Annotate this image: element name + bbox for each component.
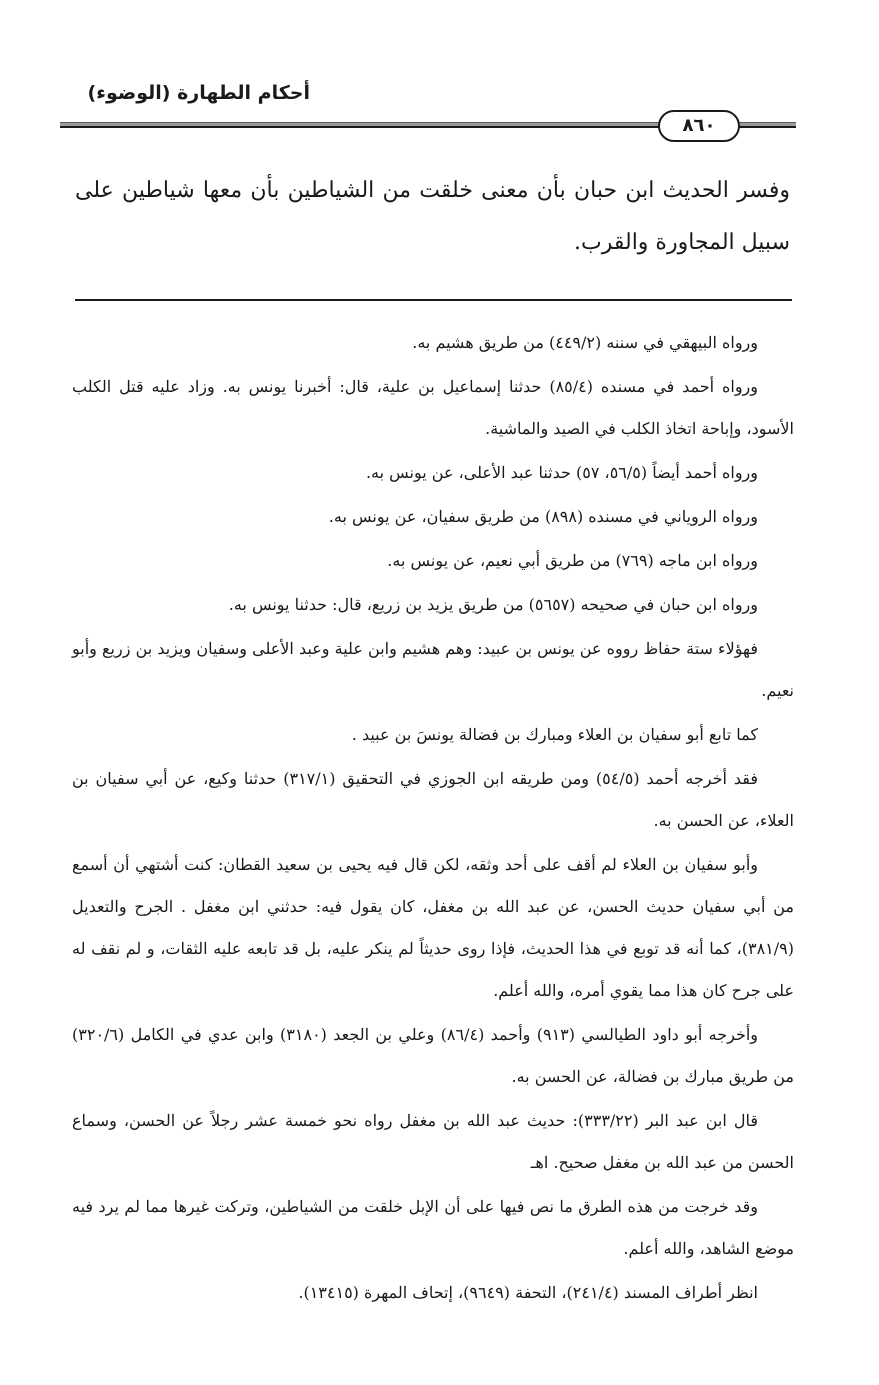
- footnote-paragraph: قال ابن عبد البر (٣٣٣/٢٢): حديث عبد الله بن مغفل رواه نحو خمسة عشر رجلاً عن الحسن، وسماع الحسن من عبد الله بن مغفل صحيح. اهـ: [72, 1111, 794, 1172]
- footnote-paragraph: وقد خرجت من هذه الطرق ما نص فيها على أن الإبل خلقت من الشياطين، وتركت غيرها مما لم يرد فيه موضع الشاهد، والله أعلم.: [72, 1197, 794, 1258]
- footnote-paragraph: وأخرجه أبو داود الطيالسي (٩١٣) وأحمد (٨٦/٤) وعلي بن الجعد (٣١٨٠) وابن عدي في الكامل (٣٢٠/٦) من طريق مبارك بن فضالة، عن الحسن به.: [72, 1025, 794, 1086]
- footnote-paragraph: كما تابع أبو سفيان بن العلاء ومبارك بن فضالة يونسَ بن عبيد .: [351, 725, 758, 744]
- footnote-paragraph: ورواه ابن حبان في صحيحه (٥٦٥٧) من طريق يزيد بن زريع، قال: حدثنا يونس به.: [228, 595, 758, 614]
- footnote-paragraph: ورواه ابن ماجه (٧٦٩) من طريق أبي نعيم، عن يونس به.: [387, 551, 758, 570]
- page-number: ٨٦٠: [658, 110, 740, 142]
- footnote-paragraph: ورواه الروياني في مسنده (٨٩٨) من طريق سفيان، عن يونس به.: [328, 507, 758, 526]
- running-title: أحكام الطهارة (الوضوء): [87, 82, 310, 104]
- footnote-paragraph: فهؤلاء ستة حفاظ رووه عن يونس بن عبيد: وهم هشيم وابن علية وعبد الأعلى وسفيان ويزيد بن زريع وأبو نعيم.: [72, 639, 794, 700]
- footnote-paragraph: ورواه البيهقي في سننه (٤٤٩/٢) من طريق هشيم به.: [412, 333, 758, 352]
- footnotes-block: [72, 322, 794, 1316]
- main-paragraph: وفسر الحديث ابن حبان بأن معنى خلقت من الشياطين بأن معها شياطين على سبيل المجاورة والقرب.: [75, 178, 790, 255]
- footnote-paragraph: انظر أطراف المسند (٢٤١/٤)، التحفة (٩٦٤٩)، إتحاف المهرة (١٣٤١٥).: [298, 1283, 758, 1302]
- main-text-block: [75, 165, 790, 269]
- footnote-paragraph: ورواه أحمد في مسنده (٨٥/٤) حدثنا إسماعيل بن علية، قال: أخبرنا يونس به. وزاد عليه قتل الكلب الأسود، وإباحة اتخاذ الكلب في الصيد والماشية.: [72, 377, 794, 438]
- footnote-paragraph: فقد أخرجه أحمد (٥٤/٥) ومن طريقه ابن الجوزي في التحقيق (٣١٧/١) حدثنا وكيع، عن أبي سفيان بن العلاء، عن الحسن به.: [72, 769, 794, 830]
- footnote-separator: [75, 299, 792, 301]
- footnote-paragraph: ورواه أحمد أيضاً (٥٦/٥، ٥٧) حدثنا عبد الأعلى، عن يونس به.: [365, 463, 758, 482]
- footnote-paragraph: وأبو سفيان بن العلاء لم أقف على أحد وثقه، لكن قال فيه يحيى بن سعيد القطان: كنت أشتهي أن أسمع من أبي سفيان حديث الحسن، عن عبد الله بن مغفل، كان يقول فيه: حدثني ابن مغفل . الجرح والتعديل (٣٨١/٩)، كما أنه قد توبع في هذا الحديث، فإذا روى حديثاً لم ينكر عليه، بل قد تابعه عليه الثقات، و لم نقف له على جرح كان هذا مما يقوي أمره، والله أعلم.: [72, 855, 794, 1000]
